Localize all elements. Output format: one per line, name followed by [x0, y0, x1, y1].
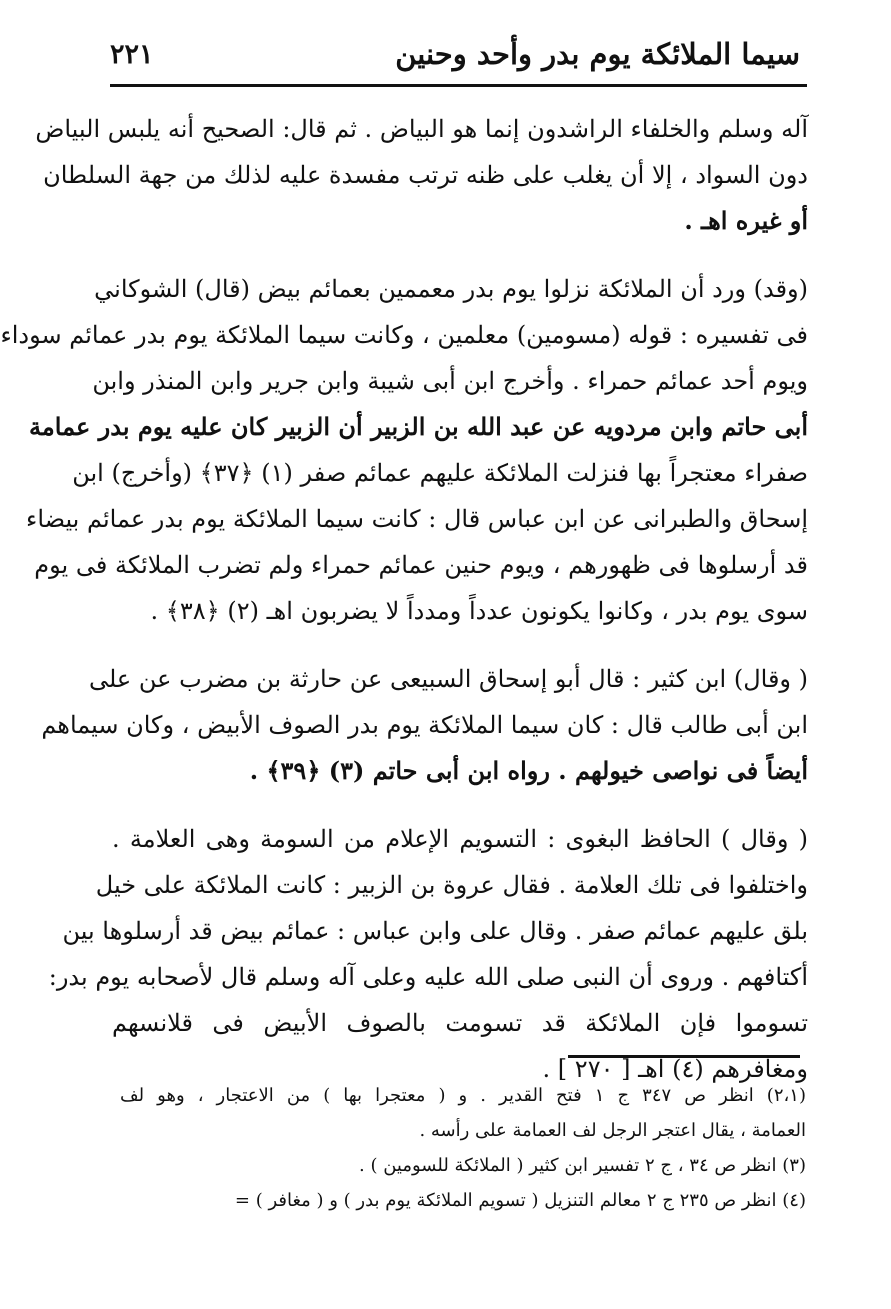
text-line: واختلفوا فى تلك العلامة . فقال عروة بن الزبير : كانت الملائكة على خيل: [95, 871, 808, 899]
text-line: أيضاً فى نواصى خيولهم . رواه ابن أبى حاتم (٣) ﴿٣٩﴾ .: [249, 756, 808, 785]
paragraph-gap: [112, 794, 808, 816]
main-text: [0, 106, 808, 1092]
running-header: [110, 28, 800, 80]
footnote-line: العمامة ، يقال اعتجر الرجل لف العمامة على رأسه .: [419, 1120, 806, 1141]
text-line: صفراء معتجراً بها فنزلت الملائكة عليهم عمائم صفر (١) ﴿٣٧﴾ (وأخرج) ابن: [72, 459, 808, 487]
page-number: ٢٢١: [110, 38, 154, 70]
footnote-divider: [568, 1055, 800, 1058]
paragraph-gap: [112, 634, 808, 656]
text-line: قد أرسلوها فى ظهورهم ، ويوم حنين عمائم حمراء ولم تضرب الملائكة فى يوم: [34, 551, 808, 579]
text-line: أبى حاتم وابن مردويه عن عبد الله بن الزبير أن الزبير كان عليه يوم بدر عمامة: [29, 412, 808, 441]
text-line: بلق عليهم عمائم صفر . وقال على وابن عباس : عمائم بيض قد أرسلوها بين: [62, 917, 808, 945]
paragraph-3: [41, 656, 808, 794]
footnote-line: (٤) انظر ص ٢٣٥ ج ٢ معالم التنزيل ( تسويم الملائكة يوم بدر ) و ( مغافر ) =: [234, 1190, 806, 1211]
text-line: دون السواد ، إلا أن يغلب على ظنه ترتب مفسدة عليه لذلك من جهة السلطان: [43, 161, 808, 189]
paragraph-4: [48, 816, 808, 1092]
page-title: سيما الملائكة يوم بدر وأحد وحنين: [395, 37, 800, 71]
paragraph-2: [0, 266, 808, 634]
text-line: أكتافهم . وروى أن النبى صلى الله عليه وعلى آله وسلم قال لأصحابه يوم بدر:: [48, 963, 808, 991]
paragraph-gap: [112, 244, 808, 266]
header-divider: [110, 84, 807, 87]
text-line: ومغافرهم (٤) اهـ [ ٢٧٠ ] .: [542, 1055, 808, 1083]
text-line: سوى يوم بدر ، وكانوا يكونون عدداً ومدداً لا يضربون اهـ (٢) ﴿٣٨﴾ .: [150, 597, 808, 625]
footnotes: [120, 1078, 806, 1218]
footnote-line: (٢،١) انظر ص ٣٤٧ ج ١ فتح القدير . و ( معتجرا بها ) من الاعتجار ، وهو لف: [120, 1085, 806, 1106]
text-line: فى تفسيره : قوله (مسومين) معلمين ، وكانت سيما الملائكة يوم بدر عمائم سوداء: [0, 321, 808, 349]
text-line: ( وقال ) الحافظ البغوى : التسويم الإعلام من السومة وهى العلامة .: [112, 825, 808, 853]
paragraph-1: [35, 106, 808, 244]
text-line: إسحاق والطبرانى عن ابن عباس قال : كانت سيما الملائكة يوم بدر عمائم بيضاء: [26, 505, 808, 533]
text-line: تسوموا فإن الملائكة قد تسومت بالصوف الأبيض فى قلانسهم: [112, 1009, 808, 1037]
text-line: ابن أبى طالب قال : كان سيما الملائكة يوم بدر الصوف الأبيض ، وكان سيماهم: [41, 711, 808, 739]
text-line: (وقد) ورد أن الملائكة نزلوا يوم بدر معممين بعمائم بيض (قال) الشوكاني: [94, 275, 808, 303]
footnote-line: (٣) انظر ص ٣٤ ، ج ٢ تفسير ابن كثير ( الملائكة للسومين ) .: [359, 1155, 806, 1176]
text-line: ( وقال) ابن كثير : قال أبو إسحاق السبيعى عن حارثة بن مضرب عن على: [88, 665, 808, 693]
text-line: ويوم أحد عمائم حمراء . وأخرج ابن أبى شيبة وابن جرير وابن المنذر وابن: [92, 367, 808, 395]
text-line: آله وسلم والخلفاء الراشدون إنما هو البياض . ثم قال: الصحيح أنه يلبس البياض: [35, 115, 808, 143]
text-line: أو غيره اهـ .: [684, 206, 808, 235]
